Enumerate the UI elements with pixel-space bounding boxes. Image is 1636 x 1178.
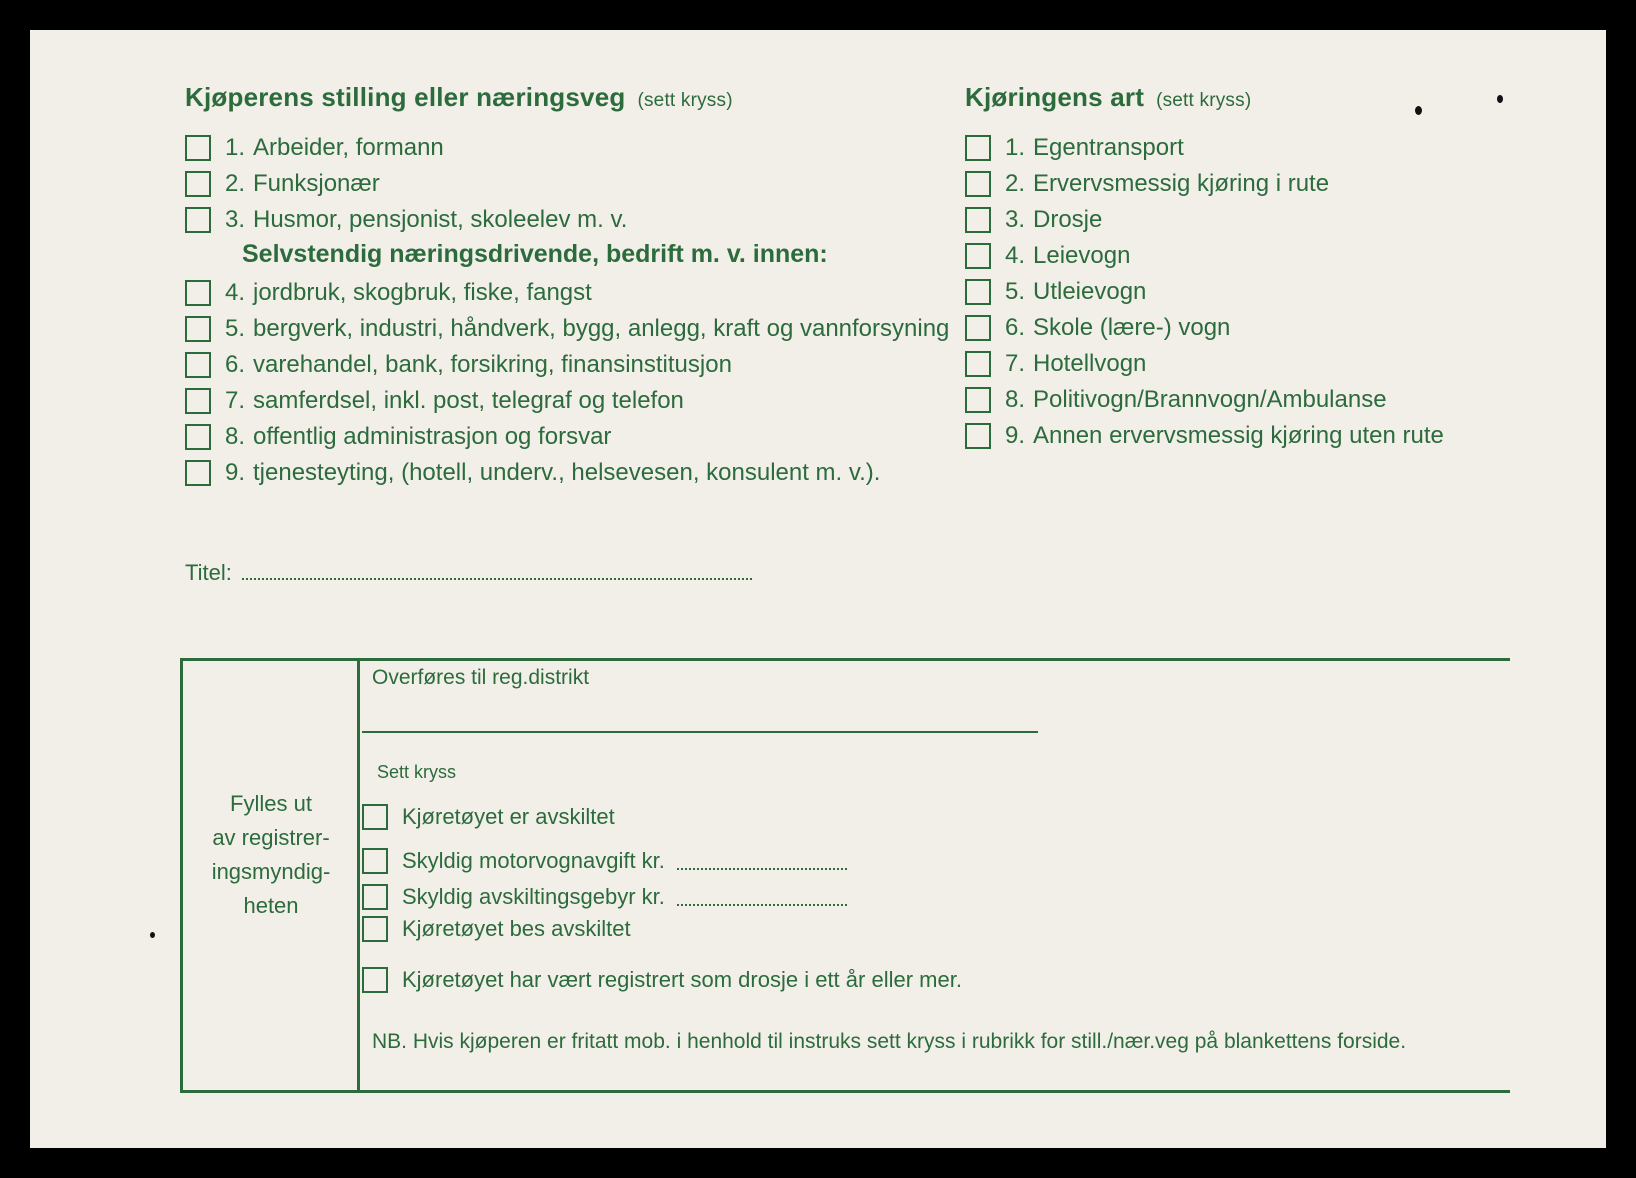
occupation-option-3[interactable] bbox=[185, 205, 627, 235]
option-number: 4. bbox=[1005, 242, 1026, 269]
option-number: 2. bbox=[1005, 170, 1026, 197]
option-label: offentlig administrasjon og forsvar bbox=[253, 423, 612, 450]
buyer-occupation-heading-text: Kjøperens stilling eller næringsveg bbox=[185, 82, 626, 112]
taxi-registered-check[interactable] bbox=[362, 965, 962, 995]
check-label: Skyldig avskiltingsgebyr kr. bbox=[402, 884, 665, 909]
checkbox[interactable] bbox=[965, 423, 991, 449]
checkbox[interactable] bbox=[362, 884, 388, 910]
checkbox[interactable] bbox=[362, 804, 388, 830]
option-number: 2. bbox=[225, 170, 246, 197]
option-number: 5. bbox=[1005, 278, 1026, 305]
option-label: Drosje bbox=[1033, 206, 1103, 233]
driving-type-heading bbox=[965, 82, 1251, 113]
option-label: Annen ervervsmessig kjøring uten rute bbox=[1033, 422, 1444, 449]
checkbox[interactable] bbox=[185, 460, 211, 486]
filled-by-authority-label bbox=[188, 787, 354, 923]
driving-option-1[interactable] bbox=[965, 133, 1184, 163]
amount-dotted-line[interactable] bbox=[677, 888, 847, 906]
option-number: 1. bbox=[1005, 134, 1026, 161]
occupation-option-6[interactable] bbox=[185, 350, 732, 380]
driving-option-9[interactable] bbox=[965, 421, 1444, 451]
buyer-occupation-hint: (sett kryss) bbox=[637, 90, 733, 111]
check-label: Kjøretøyet har vært registrert som drosje i ett år eller mer. bbox=[402, 967, 962, 992]
side-label-line: av registrer- bbox=[212, 825, 330, 850]
checkbox[interactable] bbox=[185, 352, 211, 378]
side-label-line: heten bbox=[243, 893, 299, 918]
option-label: jordbruk, skogbruk, fiske, fangst bbox=[253, 279, 592, 306]
title-dotted-line[interactable] bbox=[242, 562, 752, 580]
option-label: bergverk, industri, håndverk, bygg, anlegg, kraft og vannforsyning bbox=[253, 315, 950, 342]
option-number: 1. bbox=[225, 134, 246, 161]
occupation-option-8[interactable] bbox=[185, 422, 611, 452]
driving-type-heading-text: Kjøringens art bbox=[965, 82, 1145, 112]
option-number: 6. bbox=[1005, 314, 1026, 341]
box-bottom-border bbox=[180, 1090, 1510, 1093]
option-number: 5. bbox=[225, 315, 246, 342]
option-number: 9. bbox=[225, 459, 246, 486]
amount-dotted-line[interactable] bbox=[677, 852, 847, 870]
occupation-option-5[interactable] bbox=[185, 314, 949, 344]
checkbox[interactable] bbox=[185, 207, 211, 233]
side-label-line: ingsmyndig- bbox=[211, 859, 331, 884]
option-number: 8. bbox=[225, 423, 246, 450]
option-number: 3. bbox=[225, 206, 246, 233]
occupation-option-9[interactable] bbox=[185, 458, 880, 488]
transfer-district-label: Overføres til reg.distrikt bbox=[372, 666, 590, 689]
driving-option-8[interactable] bbox=[965, 385, 1387, 415]
driving-option-4[interactable] bbox=[965, 241, 1130, 271]
option-label: Egentransport bbox=[1033, 134, 1184, 161]
option-label: Politivogn/Brannvogn/Ambulanse bbox=[1033, 386, 1387, 413]
checkbox[interactable] bbox=[185, 316, 211, 342]
option-label: tjenesteyting, (hotell, underv., helsevesen, konsulent m. v.). bbox=[253, 459, 881, 486]
check-label: Kjøretøyet bes avskiltet bbox=[402, 916, 631, 941]
occupation-option-2[interactable] bbox=[185, 169, 380, 199]
side-label-line: Fylles ut bbox=[230, 791, 312, 816]
box-top-border bbox=[180, 658, 1510, 661]
checkbox[interactable] bbox=[185, 280, 211, 306]
box-left-border bbox=[180, 658, 183, 1093]
option-label: Hotellvogn bbox=[1033, 350, 1147, 377]
driving-option-3[interactable] bbox=[965, 205, 1102, 235]
checkbox[interactable] bbox=[965, 135, 991, 161]
transfer-district-line[interactable] bbox=[362, 731, 1038, 733]
deregistered-check[interactable] bbox=[362, 802, 615, 832]
driving-type-hint: (sett kryss) bbox=[1156, 90, 1252, 111]
option-number: 7. bbox=[225, 387, 246, 414]
checkbox[interactable] bbox=[965, 279, 991, 305]
check-hint: Sett kryss bbox=[377, 762, 457, 782]
self-employed-subheading: Selvstendig næringsdrivende, bedrift m. v. innen: bbox=[242, 240, 828, 268]
checkbox[interactable] bbox=[965, 207, 991, 233]
option-label: Utleievogn bbox=[1033, 278, 1147, 305]
option-label: Leievogn bbox=[1033, 242, 1131, 269]
checkbox[interactable] bbox=[965, 171, 991, 197]
checkbox[interactable] bbox=[965, 243, 991, 269]
checkbox[interactable] bbox=[185, 388, 211, 414]
option-number: 9. bbox=[1005, 422, 1026, 449]
option-number: 7. bbox=[1005, 350, 1026, 377]
option-label: Arbeider, formann bbox=[253, 134, 444, 161]
checkbox[interactable] bbox=[185, 135, 211, 161]
title-label: Titel: bbox=[185, 560, 232, 585]
option-label: varehandel, bank, forsikring, finansinstitusjon bbox=[253, 351, 732, 378]
occupation-option-7[interactable] bbox=[185, 386, 684, 416]
vehicle-tax-owed-check[interactable] bbox=[362, 846, 847, 876]
check-label: Kjøretøyet er avskiltet bbox=[402, 804, 615, 829]
option-label: Ervervsmessig kjøring i rute bbox=[1033, 170, 1330, 197]
option-label: Skole (lære-) vogn bbox=[1033, 314, 1231, 341]
checkbox[interactable] bbox=[185, 424, 211, 450]
option-number: 6. bbox=[225, 351, 246, 378]
ink-speck bbox=[1497, 95, 1503, 103]
checkbox[interactable] bbox=[965, 387, 991, 413]
checkbox[interactable] bbox=[362, 848, 388, 874]
option-label: Husmor, pensjonist, skoleelev m. v. bbox=[253, 206, 628, 233]
option-number: 3. bbox=[1005, 206, 1026, 233]
checkbox[interactable] bbox=[362, 916, 388, 942]
driving-option-7[interactable] bbox=[965, 349, 1146, 379]
check-label: Skyldig motorvognavgift kr. bbox=[402, 848, 665, 873]
driving-option-2[interactable] bbox=[965, 169, 1329, 199]
checkbox[interactable] bbox=[965, 351, 991, 377]
form-sheet bbox=[30, 30, 1606, 1148]
occupation-option-4[interactable] bbox=[185, 278, 592, 308]
option-label: samferdsel, inkl. post, telegraf og telefon bbox=[253, 387, 684, 414]
checkbox[interactable] bbox=[965, 315, 991, 341]
driving-option-5[interactable] bbox=[965, 277, 1146, 307]
buyer-occupation-heading bbox=[185, 82, 733, 113]
ink-speck bbox=[150, 932, 155, 938]
option-number: 8. bbox=[1005, 386, 1026, 413]
request-deregistration-check[interactable] bbox=[362, 914, 631, 944]
option-number: 4. bbox=[225, 279, 246, 306]
checkbox[interactable] bbox=[185, 171, 211, 197]
option-label: Funksjonær bbox=[253, 170, 380, 197]
checkbox[interactable] bbox=[362, 967, 388, 993]
ink-speck bbox=[1415, 106, 1422, 115]
box-divider bbox=[357, 658, 360, 1093]
occupation-option-1[interactable] bbox=[185, 133, 444, 163]
driving-option-6[interactable] bbox=[965, 313, 1230, 343]
title-field[interactable] bbox=[185, 560, 752, 586]
deregistration-fee-owed-check[interactable] bbox=[362, 882, 847, 912]
exemption-note: NB. Hvis kjøperen er fritatt mob. i henhold til instruks sett kryss i rubrikk for still./nær.veg på blankettens forside. bbox=[372, 1030, 1407, 1053]
